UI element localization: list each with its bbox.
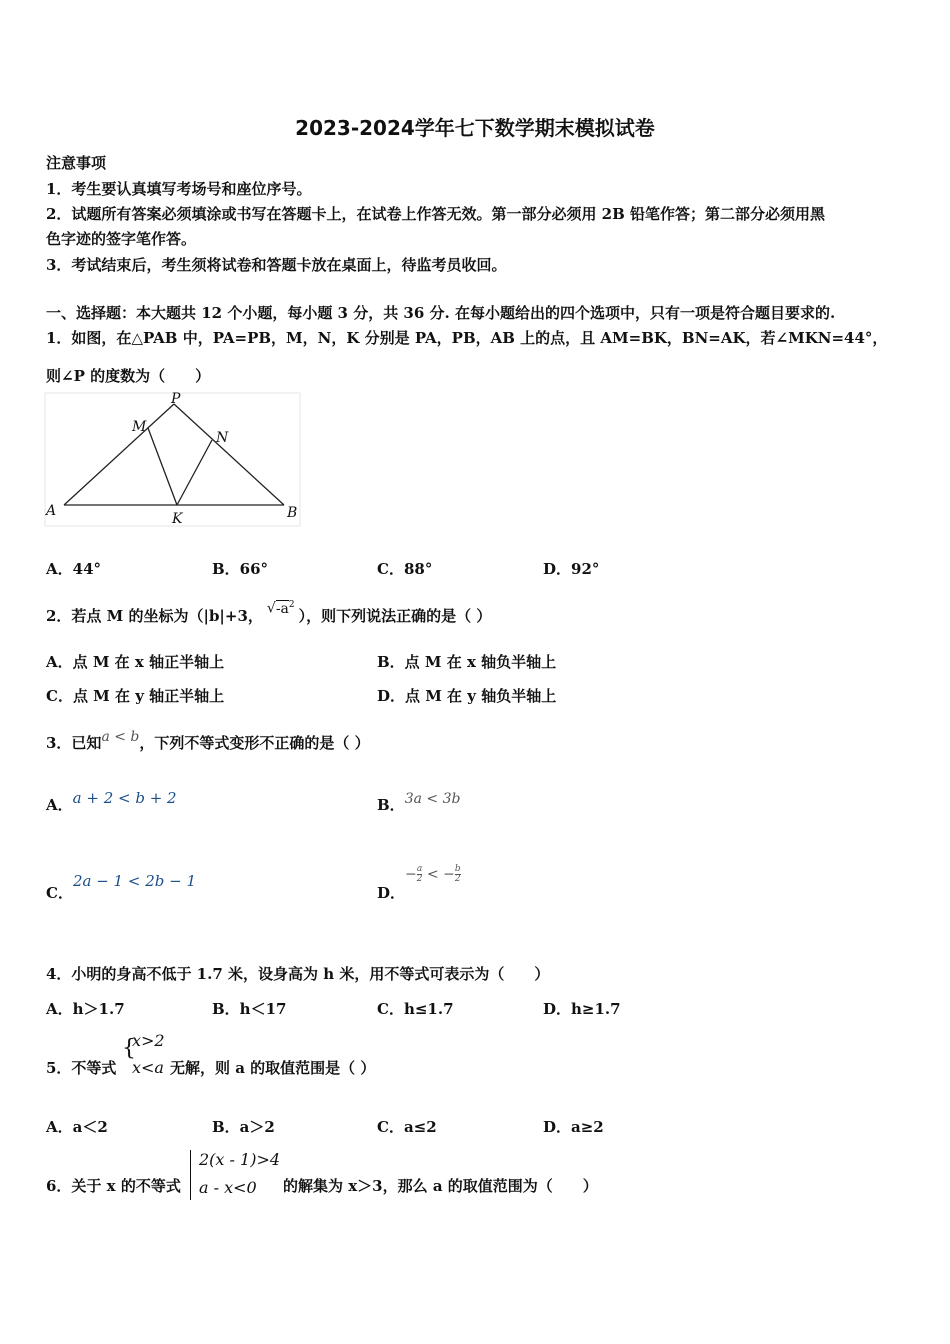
question-5-stem-b: 无解，则 a 的取值范围是（ ） bbox=[170, 1059, 376, 1077]
expr-c: 2a − 1 < 2b − 1 bbox=[72, 872, 196, 890]
question-1-option-d: D．92° bbox=[543, 560, 600, 578]
question-1-stem-2: 则∠P 的度数为（ ） bbox=[46, 367, 211, 385]
question-3-option-a bbox=[46, 789, 177, 815]
label-n: N bbox=[216, 430, 229, 446]
question-1-option-b: B．66° bbox=[212, 560, 269, 578]
expr-a: a + 2 < b + 2 bbox=[72, 789, 177, 807]
sqrt-expression bbox=[267, 600, 295, 617]
numerator: b bbox=[454, 863, 461, 874]
question-5-option-a: A．a＜2 bbox=[46, 1118, 108, 1136]
question-5-option-b: B．a＞2 bbox=[212, 1118, 275, 1136]
question-1-option-a: A．44° bbox=[46, 560, 102, 578]
question-4-option-c: C．h≤1.7 bbox=[377, 1000, 454, 1018]
notice-item: 3．考试结束后，考生须将试卷和答题卡放在桌面上，待监考员收回。 bbox=[46, 256, 507, 274]
question-3-option-b bbox=[377, 791, 461, 815]
condition-a-lt-b: a < b bbox=[101, 729, 140, 745]
question-2-option-b: B．点 M 在 x 轴负半轴上 bbox=[377, 653, 557, 671]
numerator: a bbox=[416, 863, 423, 874]
triangle-figure bbox=[44, 392, 304, 532]
system-line-1: x>2 bbox=[132, 1031, 165, 1050]
question-2-stem bbox=[46, 600, 492, 626]
system-line-2: x<a bbox=[132, 1058, 164, 1077]
question-4-option-b: B．h＜17 bbox=[212, 1000, 287, 1018]
option-label: D． bbox=[377, 884, 406, 902]
label-k: K bbox=[172, 511, 183, 527]
segment-pb bbox=[174, 404, 284, 505]
left-brace-icon: { bbox=[122, 1036, 136, 1061]
question-2-option-d: D．点 M 在 y 轴负半轴上 bbox=[377, 687, 557, 705]
section-heading: 一、选择题：本大题共 12 个小题，每小题 3 分，共 36 分. 在每小题给出的四个选项中，只有一项是符合题目要求的. bbox=[46, 304, 836, 322]
fraction-a-over-2 bbox=[417, 865, 423, 884]
question-2-option-a: A．点 M 在 x 轴正半轴上 bbox=[46, 653, 225, 671]
question-3-option-c bbox=[46, 872, 196, 903]
question-4-stem: 4．小明的身高不低于 1.7 米，设身高为 h 米，用不等式可表示为（ ） bbox=[46, 965, 550, 983]
less-than-sign: < bbox=[426, 866, 439, 882]
minus-sign: − bbox=[405, 866, 417, 882]
question-2-stem-b: ），则下列说法正确的是（ ） bbox=[298, 607, 492, 625]
question-3-option-d bbox=[377, 863, 461, 904]
notice-item: 1．考生要认真填写考场号和座位序号。 bbox=[46, 180, 312, 198]
question-2-stem-a: 2．若点 M 的坐标为（|b|+3， bbox=[46, 607, 263, 625]
figure-frame bbox=[45, 393, 300, 526]
option-label: C． bbox=[46, 884, 73, 902]
question-1-option-c: C．88° bbox=[377, 560, 433, 578]
question-3-stem bbox=[46, 729, 370, 753]
question-2-option-c: C．点 M 在 y 轴正半轴上 bbox=[46, 687, 225, 705]
label-a: A bbox=[46, 503, 57, 519]
system-line-1: 2(x - 1)>4 bbox=[199, 1150, 281, 1169]
fraction-b-over-2 bbox=[455, 865, 461, 884]
question-6-stem-a: 6．关于 x 的不等式 bbox=[46, 1177, 181, 1195]
notice-heading: 注意事项 bbox=[46, 154, 107, 172]
label-b: B bbox=[287, 505, 298, 521]
page-title: 2023-2024学年七下数学期末模拟试卷 bbox=[295, 116, 655, 140]
question-6-stem-b: 的解集为 x＞3，那么 a 的取值范围为（ ） bbox=[283, 1177, 598, 1195]
question-1-stem: 1．如图，在△PAB 中，PA=PB，M，N，K 分别是 PA，PB，AB 上的点，且 AM=BK，BN=AK，若∠MKN=44°， bbox=[46, 329, 888, 347]
radicand: -a bbox=[275, 601, 289, 617]
radicand-exponent: 2 bbox=[288, 600, 295, 611]
label-p: P bbox=[171, 392, 181, 407]
segment-mk bbox=[148, 428, 177, 505]
question-4-option-d: D．h≥1.7 bbox=[543, 1000, 621, 1018]
question-3-stem-a: 3．已知 bbox=[46, 734, 102, 752]
denominator: 2 bbox=[454, 873, 461, 884]
expr-b: 3a < 3b bbox=[404, 791, 461, 807]
option-label: B． bbox=[377, 796, 405, 814]
system-bracket-icon bbox=[190, 1150, 198, 1200]
question-4-option-a: A．h＞1.7 bbox=[46, 1000, 125, 1018]
segment-kn bbox=[177, 440, 212, 505]
minus-sign: − bbox=[443, 866, 455, 882]
question-5-option-c: C．a≤2 bbox=[377, 1118, 437, 1136]
question-5-stem-a: 5．不等式 bbox=[46, 1059, 117, 1077]
label-m: M bbox=[132, 419, 147, 435]
expr-d bbox=[405, 865, 461, 884]
notice-item: 色字迹的签字笔作答。 bbox=[46, 230, 197, 248]
question-3-stem-b: ，下列不等式变形不正确的是（ ） bbox=[139, 734, 370, 752]
system-line-2: a - x<0 bbox=[199, 1178, 257, 1197]
denominator: 2 bbox=[416, 873, 423, 884]
sqrt-sign: √ bbox=[266, 601, 276, 617]
question-5-option-d: D．a≥2 bbox=[543, 1118, 604, 1136]
notice-item: 2．试题所有答案必须填涂或书写在答题卡上，在试卷上作答无效。第一部分必须用 2B 铅笔作答；第二部分必须用黑 bbox=[46, 205, 826, 223]
option-label: A． bbox=[46, 796, 73, 814]
